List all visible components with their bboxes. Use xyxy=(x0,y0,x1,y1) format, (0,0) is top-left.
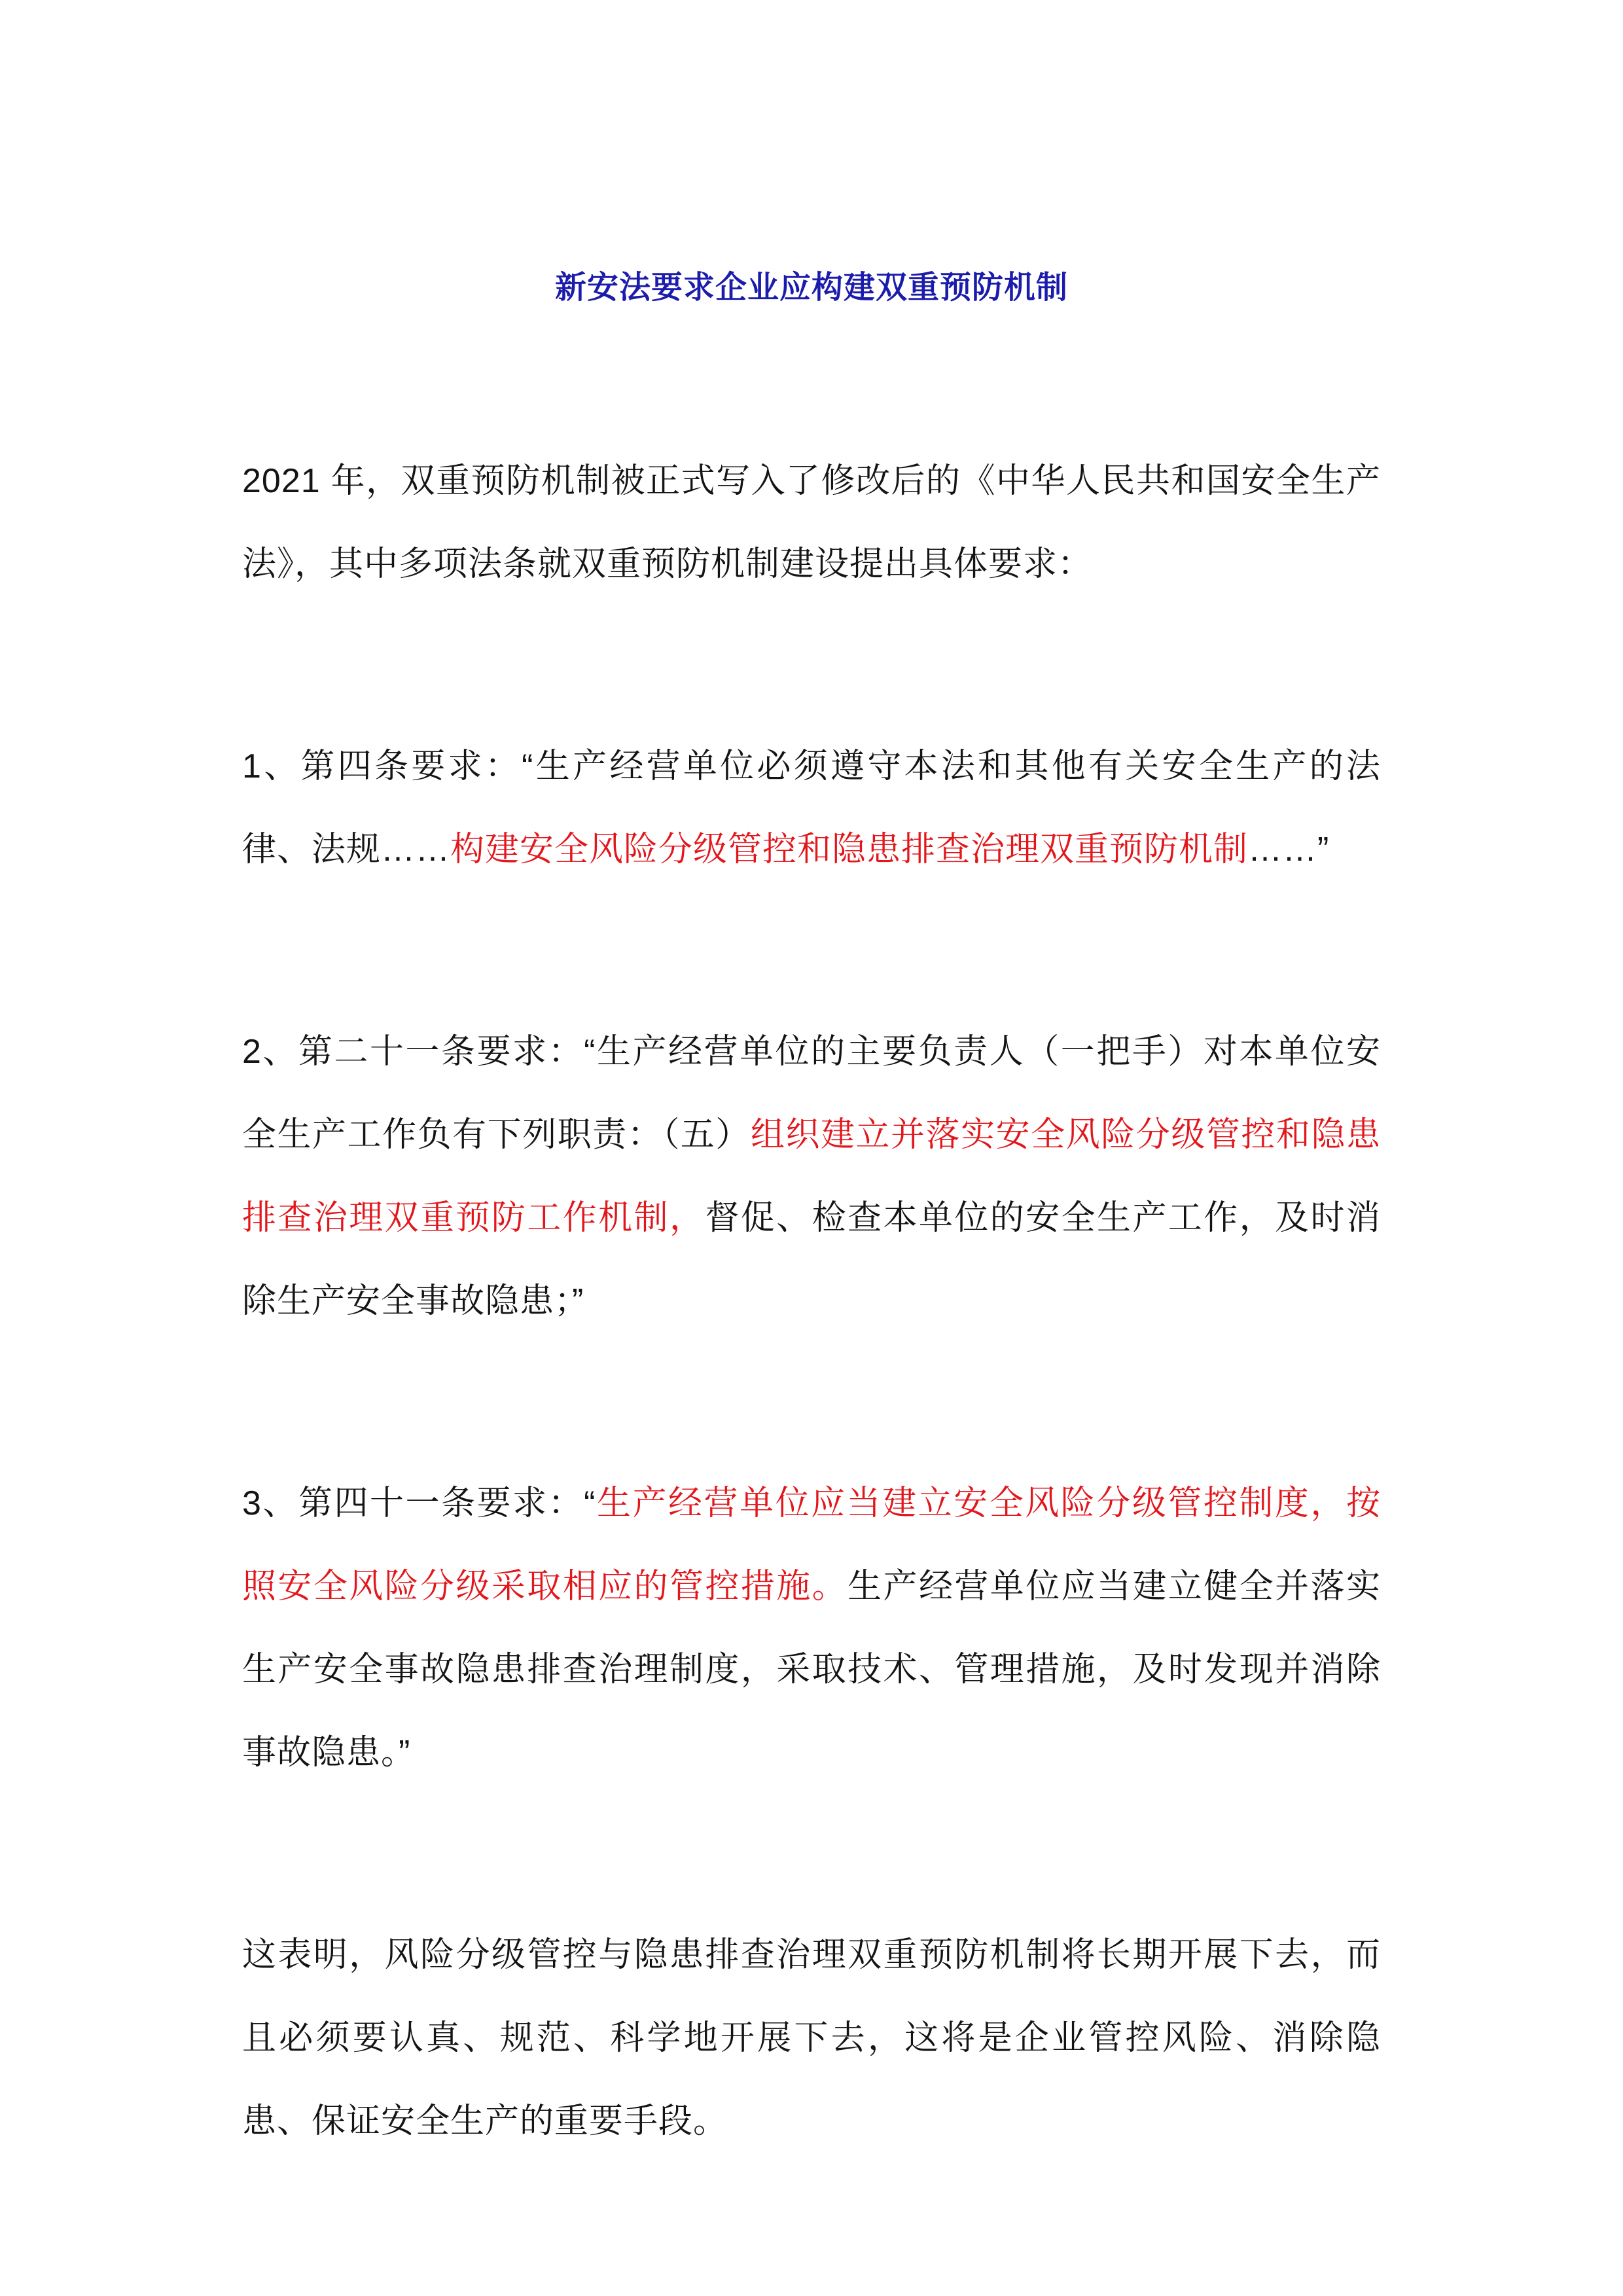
text-run: 这表明，风险分级管控与隐患排查治理双重预防机制将长期开展下去，而且必须要认真、规范、科学地开展下去，这将是企业管控风险、消除隐患、保证安全生产的重要手段。 xyxy=(242,1936,1381,2140)
paragraph xyxy=(242,1914,1381,2163)
text-run: ……” xyxy=(1248,831,1330,869)
paragraph xyxy=(242,440,1381,606)
highlighted-text-run: 组织建立并落实安全风险分级管控和隐患排查治理双重预防工作机制， xyxy=(242,1116,1381,1237)
paragraph xyxy=(242,1011,1381,1343)
paragraph xyxy=(242,1462,1381,1795)
text-run: 2021 年，双重预防机制被正式写入了修改后的《中华人民共和国安全生产法》，其中多项法条就双重预防机制建设提出具体要求： xyxy=(242,462,1381,583)
highlighted-text-run: 构建安全风险分级管控和隐患排查治理双重预防机制 xyxy=(450,831,1249,869)
text-run: 生产经营单位应当建立健全并落实生产安全事故隐患排查治理制度，采取技术、管理措施，及时发现并消除事故隐患。” xyxy=(242,1568,1381,1772)
text-run: 督促、检查本单位的安全生产工作，及时消除生产安全事故隐患；” xyxy=(242,1199,1381,1320)
highlighted-text-run: 生产经营单位应当建立安全风险分级管控制度，按照安全风险分级采取相应的管控措施。 xyxy=(242,1484,1381,1605)
document-title: 新安法要求企业应构建双重预防机制 xyxy=(554,270,1068,305)
text-run: 1、第四条要求：“生产经营单位必须遵守本法和其他有关安全生产的法律、法规…… xyxy=(242,747,1381,869)
text-run: 2、第二十一条要求：“生产经营单位的主要负责人（一把手）对本单位安全生产工作负有下列职责：（五） xyxy=(242,1033,1381,1154)
text-run: 3、第四十一条要求：“ xyxy=(242,1484,596,1522)
paragraph xyxy=(242,725,1381,891)
document-body xyxy=(242,440,1381,2163)
